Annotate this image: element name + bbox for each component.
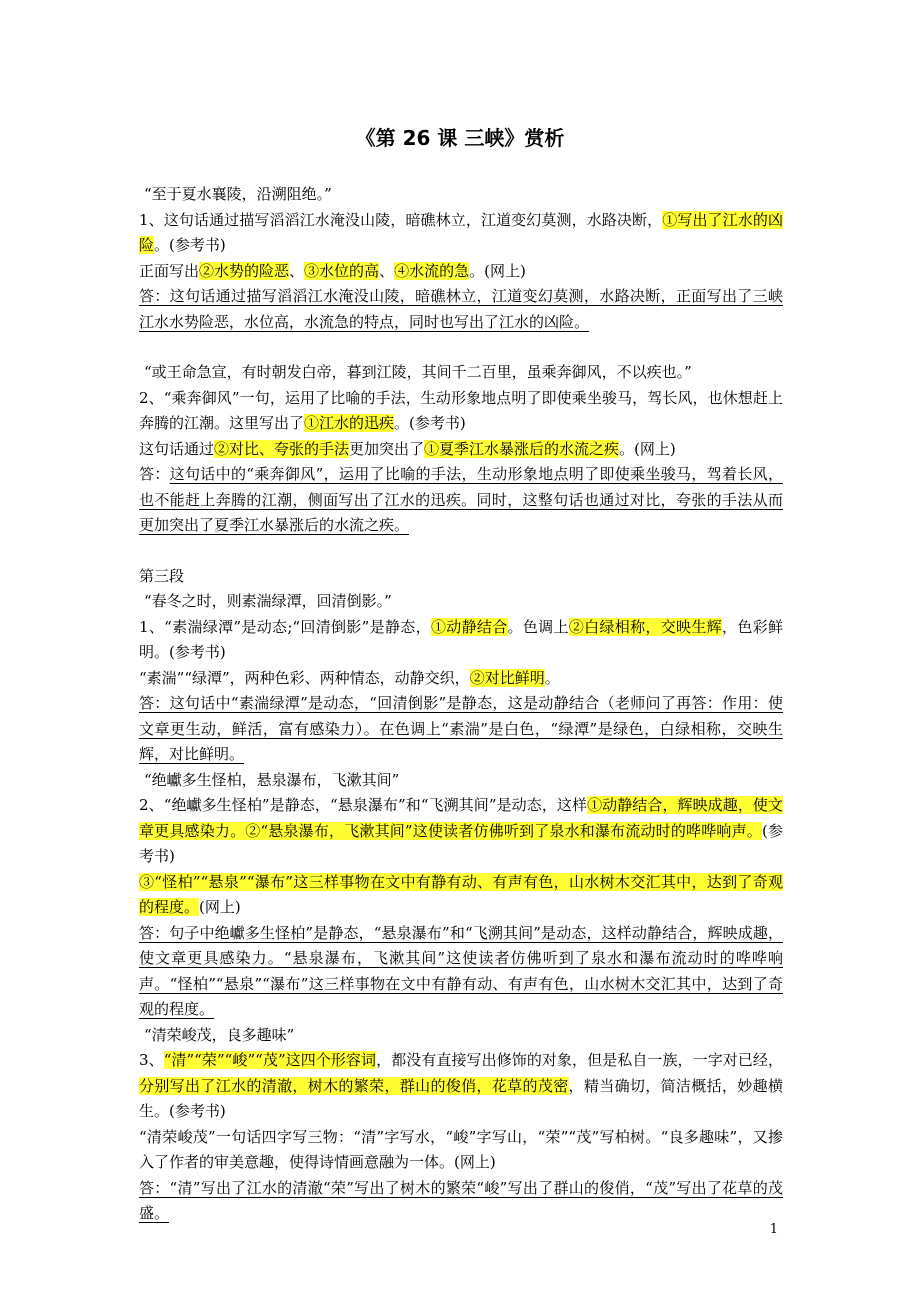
highlight: ③水位的高: [304, 261, 380, 280]
text: 更加突出了: [349, 439, 425, 458]
quote-1: “至于夏水襄陵，沿溯阻绝。”: [144, 185, 332, 203]
highlight: ②对比鲜明: [469, 668, 545, 687]
text: 。(网上): [469, 261, 526, 280]
answer-5: [139, 1176, 783, 1227]
quote-4: “绝巘多生怪柏，悬泉瀑布，飞漱其间”: [144, 770, 400, 789]
text: 、: [289, 261, 305, 280]
text: ，都没有直接写出修饰的对象，但是私自一族，一字对已经，: [376, 1051, 783, 1069]
answer-3: [139, 691, 783, 768]
text: (参考书): [139, 821, 784, 865]
text: 、: [379, 261, 395, 280]
text: 正面写出: [139, 261, 200, 280]
page-number: 1: [769, 1222, 778, 1237]
text: 。(参考书): [154, 236, 226, 254]
highlight: ①动静结合: [430, 617, 508, 636]
text: (网上): [199, 898, 241, 916]
answer-label: 答：: [139, 465, 170, 483]
page-title: 《第 26 课 三峡》赏析: [355, 126, 565, 150]
answer-text: 答：这句话中“素湍绿潭”是动态，“回清倒影”是静态，这是动静结合（老师问了再答：作用：使文章更生动，鲜活，富有感染力）。在色调上“素湍”是白色，“绿潭”是绿色，白绿相称，交映生辉，对比鲜明。: [139, 694, 783, 763]
analysis-4-reference: [139, 793, 783, 870]
text: ，色彩鲜明。(参考书): [139, 617, 783, 661]
text: ，精当确切，简洁概括，妙趣横生。(参考书): [139, 1076, 783, 1120]
answer-text: 这句话中的“乘奔御风”，运用了比喻的手法，生动形象地点明了即使乘坐骏马，驾着长风，也不能赶上奔腾的江潮，侧面写出了江水的迅疾。同时，这整句话也通过对比，夸张的手法从而更加突出了夏季江水暴涨后的水流之疾。: [139, 465, 783, 534]
highlight: 分别写出了江水的清澈，树木的繁荣，群山的俊俏，花草的茂密: [139, 1076, 569, 1095]
spacer: [139, 335, 783, 360]
document-body: [139, 182, 783, 1227]
highlight: ②水势的险恶: [199, 261, 290, 280]
analysis-3-online: [139, 666, 783, 692]
answer-text: 答：这句话通过描写滔滔江水淹没山陵，暗礁林立，江道变幻莫测，水路决断，正面写出了三峡江水水势险恶，水位高，水流急的特点，同时也写出了江水的凶险。: [139, 287, 783, 331]
highlight: “清”“荣”“峻”“茂”这四个形容词: [163, 1051, 377, 1069]
text: 1、这句话通过描写滔滔江水淹没山陵，暗礁林立，江道变幻莫测，水路决断，: [139, 210, 663, 229]
answer-4: [139, 921, 783, 1023]
text: 3、: [139, 1051, 164, 1069]
highlight: ①写出了江水的凶险: [139, 210, 783, 254]
analysis-3-reference: [139, 615, 783, 666]
answer-1: [139, 284, 783, 335]
highlight: ②白绿相称，交映生辉: [568, 617, 723, 636]
highlight: ④水流的急: [394, 261, 470, 280]
answer-text: 答：“清”写出了江水的清澈“荣”写出了树木的繁荣“峻”写出了群山的俊俏，“茂”写出了花草的茂盛。: [139, 1178, 783, 1222]
text: 2、“乘奔御风”一句，运用了比喻的手法，生动形象地点明了即使乘坐骏马，驾长风，也休想赶上奔腾的江潮。这里写出了: [139, 388, 783, 432]
text: 2、“绝巘多生怪柏”是静态，“悬泉瀑布”和“飞溯其间”是动态，这样: [139, 796, 588, 814]
text: 1、“素湍绿潭”是动态;“回清倒影”是静态，: [139, 617, 431, 636]
analysis-5-online: “清荣峻茂”一句话四字写三物：“清”字写水，“峻”字写山，“荣”“茂”写柏树。“良多趣味”，又掺入了作者的审美意趣，使得诗情画意融为一体。(网上): [139, 1127, 783, 1171]
text: 。: [544, 668, 560, 687]
analysis-2-online: [139, 437, 783, 463]
answer-2: [139, 462, 783, 539]
text: 。色调上: [507, 617, 569, 636]
highlight: ①动静结合，辉映成趣，使文章更具感染力。②“悬泉瀑布，飞漱其间”这使读者仿佛听到了泉水和瀑布流动时的哗哗响声。: [139, 796, 783, 840]
text: “素湍”“绿潭”，两种色彩、两种情态，动静交织，: [139, 668, 470, 687]
highlight: ①江水的迅疾: [304, 414, 395, 432]
analysis-1-online: [139, 259, 783, 285]
highlight: ②对比、夸张的手法: [214, 439, 350, 458]
quote-5: “清荣峻茂，良多趣味”: [144, 1025, 295, 1044]
analysis-5-reference: [139, 1048, 783, 1125]
analysis-1-reference: [139, 208, 783, 259]
text: 。(网上): [619, 439, 676, 458]
highlight: ①夏季江水暴涨后的水流之疾: [424, 439, 620, 458]
text: 。(参考书): [394, 414, 466, 432]
answer-text: 答：句子中绝巘多生怪柏”是静态，“悬泉瀑布”和“飞溯其间”是动态，这样动静结合，辉映成趣，使文章更具感染力。“悬泉瀑布，飞漱其间”这使读者仿佛听到了泉水和瀑布流动时的哗哗响声。“怪柏”“悬泉”“瀑布”这三样事物在文中有静有动、有声有色，山水树木交汇其中，达到了奇观的程度。: [139, 923, 783, 1018]
spacer: [139, 539, 783, 564]
analysis-2-reference: [139, 386, 783, 437]
highlight: ③“怪柏”“悬泉”“瀑布”这三样事物在文中有静有动、有声有色，山水树木交汇其中，达到了奇观的程度。: [139, 872, 783, 916]
text: 这句话通过: [139, 439, 215, 458]
quote-3: “春冬之时，则素湍绿潭，回清倒影。”: [144, 592, 392, 610]
section-heading: 第三段: [139, 566, 185, 585]
analysis-4-online: [139, 870, 783, 921]
quote-2: “或王命急宣，有时朝发白帝，暮到江陵，其间千二百里，虽乘奔御风，不以疾也。”: [144, 363, 692, 381]
